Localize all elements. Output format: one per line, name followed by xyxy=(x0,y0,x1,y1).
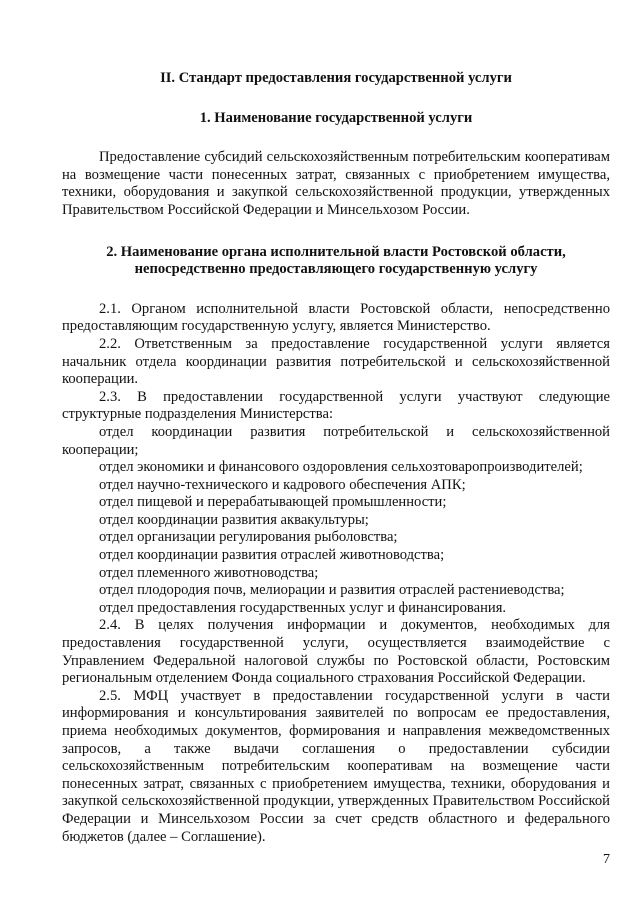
department-item: отдел экономики и финансового оздоровления сельхозтоваропроизводителей; xyxy=(99,459,583,476)
department-item: отдел организации регулирования рыболовства; xyxy=(99,529,398,546)
subsection-1-text: Предоставление субсидий сельскохозяйственным потребительским кооперативам на возмещение части понесенных затрат, связанных с приобретением имущества, техники, оборудования и закупкой сельскохозяйственной продукции, утвержденных Правительством Российской Федерации и Минсельхозом России. xyxy=(62,149,610,218)
department-item: отдел координации развития потребительской и сельскохозяйственной кооперации; xyxy=(62,423,610,458)
paragraph-2-3: 2.3. В предоставлении государственной услуги участвуют следующие структурные подразделения Министерства: xyxy=(62,388,610,423)
departments-list xyxy=(62,424,610,618)
paragraph-2-4: 2.4. В целях получения информации и документов, необходимых для предоставления государственной услуги, осуществляется взаимодействие с Управлением Федеральной налоговой службы по Ростовской области, Ростовским региональным отделением Фонда социального страхования Российской Федерации. xyxy=(62,617,610,687)
section-title: II. Стандарт предоставления государственной услуги xyxy=(160,70,512,86)
department-item: отдел пищевой и перерабатывающей промышленности; xyxy=(99,494,447,511)
department-item: отдел координации развития аквакультуры; xyxy=(99,511,369,528)
page-number: 7 xyxy=(603,852,610,867)
paragraph-2-1: 2.1. Органом исполнительной власти Ростовской области, непосредственно предоставляющим государственную услугу, является Министерство. xyxy=(62,300,610,335)
subsection-2-title-line2: непосредственно предоставляющего государственную услугу xyxy=(134,261,538,278)
paragraph-2-5: 2.5. МФЦ участвует в предоставлении государственной услуги в части информирования и консультирования заявителей по вопросам ее предоставления, приема необходимых документов, формирования и направления межведомственных запросов, а также выдачи соглашения о предоставлении субсидии сельскохозяйственным потребительским кооперативам на возмещение части понесенных затрат, связанных с приобретением имущества, техники, оборудования и закупкой сельскохозяйственной продукции, утвержденных Правительством Российской Федерации и Минсельхозом России за счет средств областного и федерального бюджетов (далее – Соглашение). xyxy=(62,687,610,845)
subsection-2-title xyxy=(62,244,610,279)
department-item: отдел племенного животноводства; xyxy=(99,564,319,581)
department-item: отдел предоставления государственных услуг и финансирования. xyxy=(99,599,507,616)
paragraph-2-2: 2.2. Ответственным за предоставление государственной услуги является начальник отдела координации развития потребительской и сельскохозяйственной кооперации. xyxy=(62,335,610,388)
page-content xyxy=(62,70,610,846)
department-item: отдел плодородия почв, мелиорации и развития отраслей растениеводства; xyxy=(99,582,565,599)
department-item: отдел научно-технического и кадрового обеспечения АПК; xyxy=(99,476,466,493)
subsection-2-title-line1: 2. Наименование органа исполнительной власти Ростовской области, xyxy=(106,243,566,260)
subsection-1-title: 1. Наименование государственной услуги xyxy=(199,109,473,126)
department-item: отдел координации развития отраслей животноводства; xyxy=(99,547,445,564)
